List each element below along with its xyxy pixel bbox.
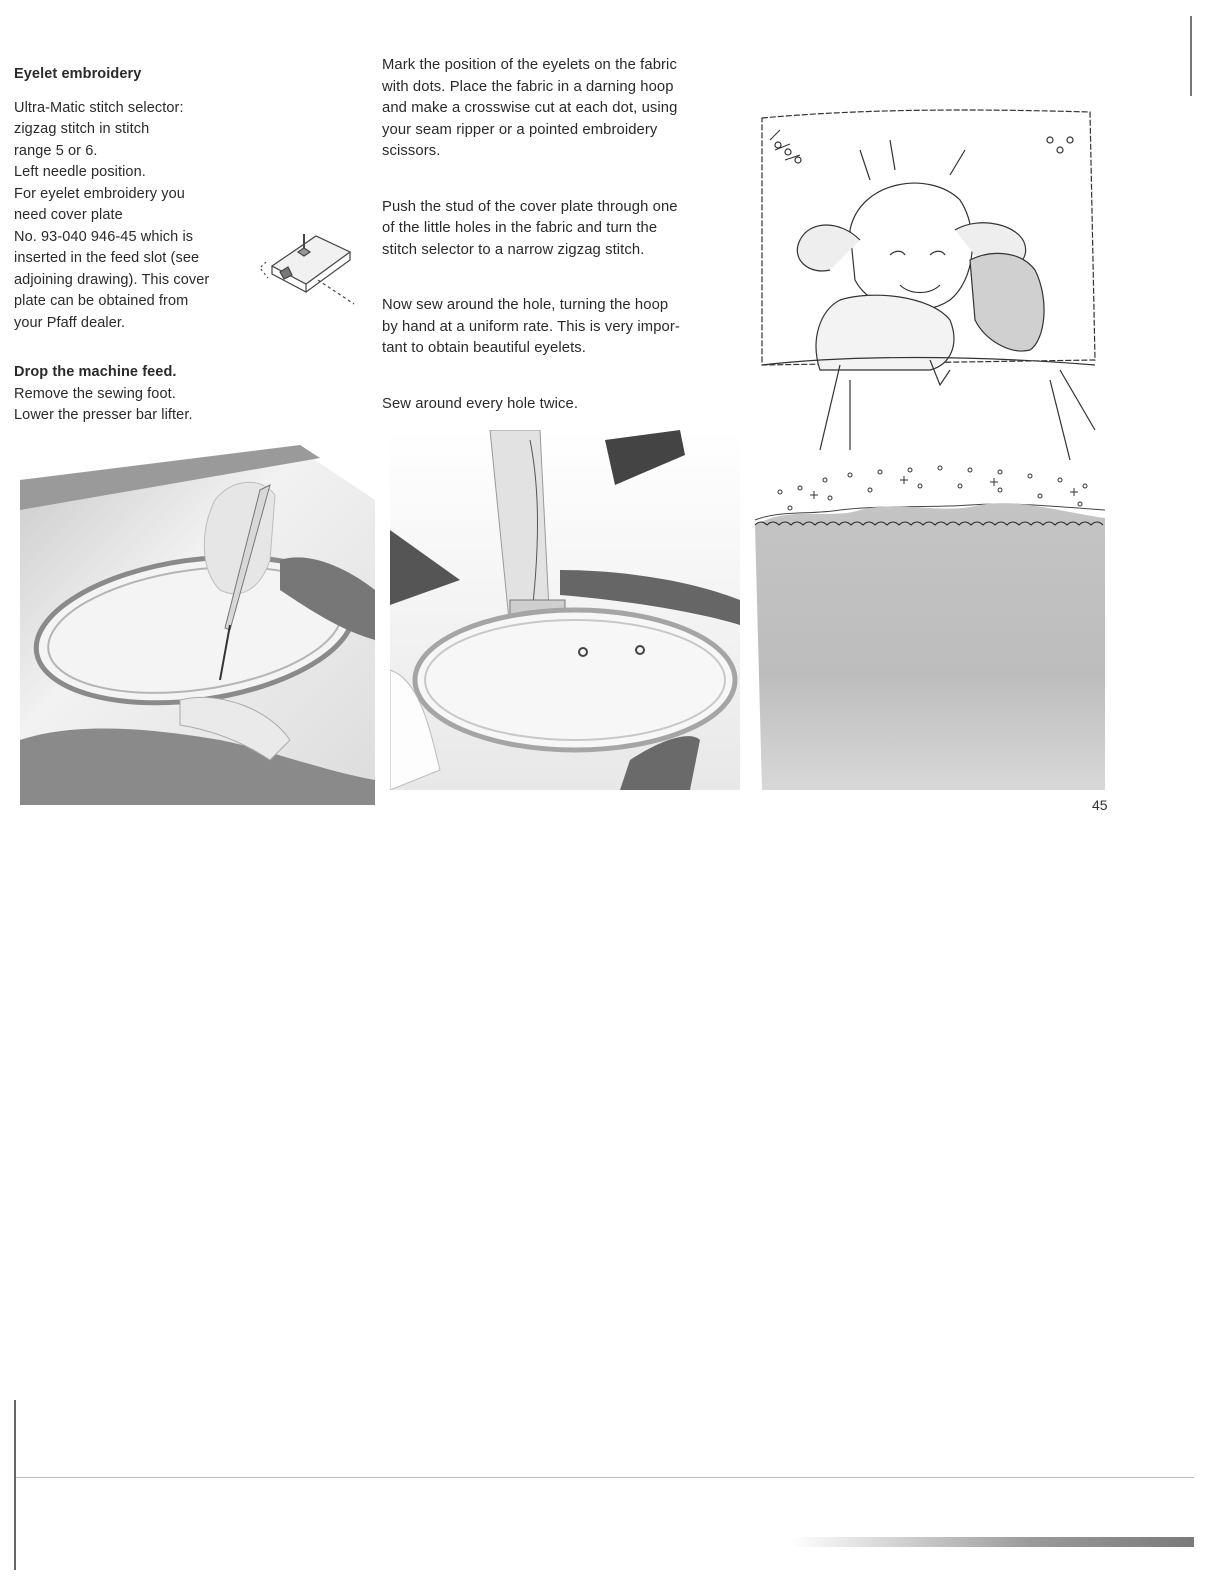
machine-sewing-photo xyxy=(390,430,740,790)
intro-text xyxy=(14,98,264,335)
cover-plate-drawing xyxy=(258,222,358,312)
text-line: Left needle position. xyxy=(14,164,146,180)
text-line: Remove the sewing foot. xyxy=(14,385,176,402)
text-line: need cover plate xyxy=(14,207,123,223)
text-line: scissors. xyxy=(382,143,441,159)
text-line: by hand at a uniform rate. This is very impor- xyxy=(382,318,680,335)
scan-bottom-bar xyxy=(790,1537,1194,1547)
text-line: Ultra-Matic stitch selector: xyxy=(14,99,184,116)
text-line: tant to obtain beautiful eyelets. xyxy=(382,340,587,356)
machine-feed-section xyxy=(14,362,264,427)
seam-ripper-photo xyxy=(20,440,375,805)
text-line: zigzag stitch in stitch xyxy=(14,121,150,137)
text-line: and make a crosswise cut at each dot, using xyxy=(382,100,678,116)
page-number: 45 xyxy=(1092,797,1108,813)
text-line: Mark the position of the eyelets on the fabric xyxy=(382,57,677,73)
text-line: Now sew around the hole, turning the hoop xyxy=(382,297,669,313)
text-line: Sew around every hole twice. xyxy=(382,395,579,412)
scan-edge-right xyxy=(1190,16,1192,96)
text-line: Lower the presser bar lifter. xyxy=(14,407,193,423)
text-line: your Pfaff dealer. xyxy=(14,314,126,331)
subheading: Drop the machine feed. xyxy=(14,364,177,380)
text-line: inserted in the feed slot (see xyxy=(14,250,200,266)
girl-pillow-illustration xyxy=(750,100,1115,790)
text-line: with dots. Place the fabric in a darning hoop xyxy=(382,78,674,95)
paragraph-twice xyxy=(382,394,732,416)
middle-column xyxy=(382,55,732,415)
text-line: No. 93-040 946-45 which is xyxy=(14,228,194,245)
text-line: of the little holes in the fabric and turn the xyxy=(382,220,658,236)
paragraph-sew-around xyxy=(382,295,732,360)
paragraph-mark-eyelets xyxy=(382,55,732,163)
left-column xyxy=(14,64,264,427)
text-line: For eyelet embroidery you xyxy=(14,185,185,202)
paragraph-push-stud xyxy=(382,197,732,262)
scan-edge-left xyxy=(14,1400,16,1570)
section-title: Eyelet embroidery xyxy=(14,66,142,82)
scan-bottom-line xyxy=(16,1477,1194,1478)
text-line: stitch selector to a narrow zigzag stitch. xyxy=(382,241,645,258)
text-line: your seam ripper or a pointed embroidery xyxy=(382,121,658,138)
text-line: range 5 or 6. xyxy=(14,142,98,159)
text-line: Push the stud of the cover plate through one xyxy=(382,198,678,215)
text-line: plate can be obtained from xyxy=(14,293,189,309)
text-line: adjoining drawing). This cover xyxy=(14,271,210,288)
